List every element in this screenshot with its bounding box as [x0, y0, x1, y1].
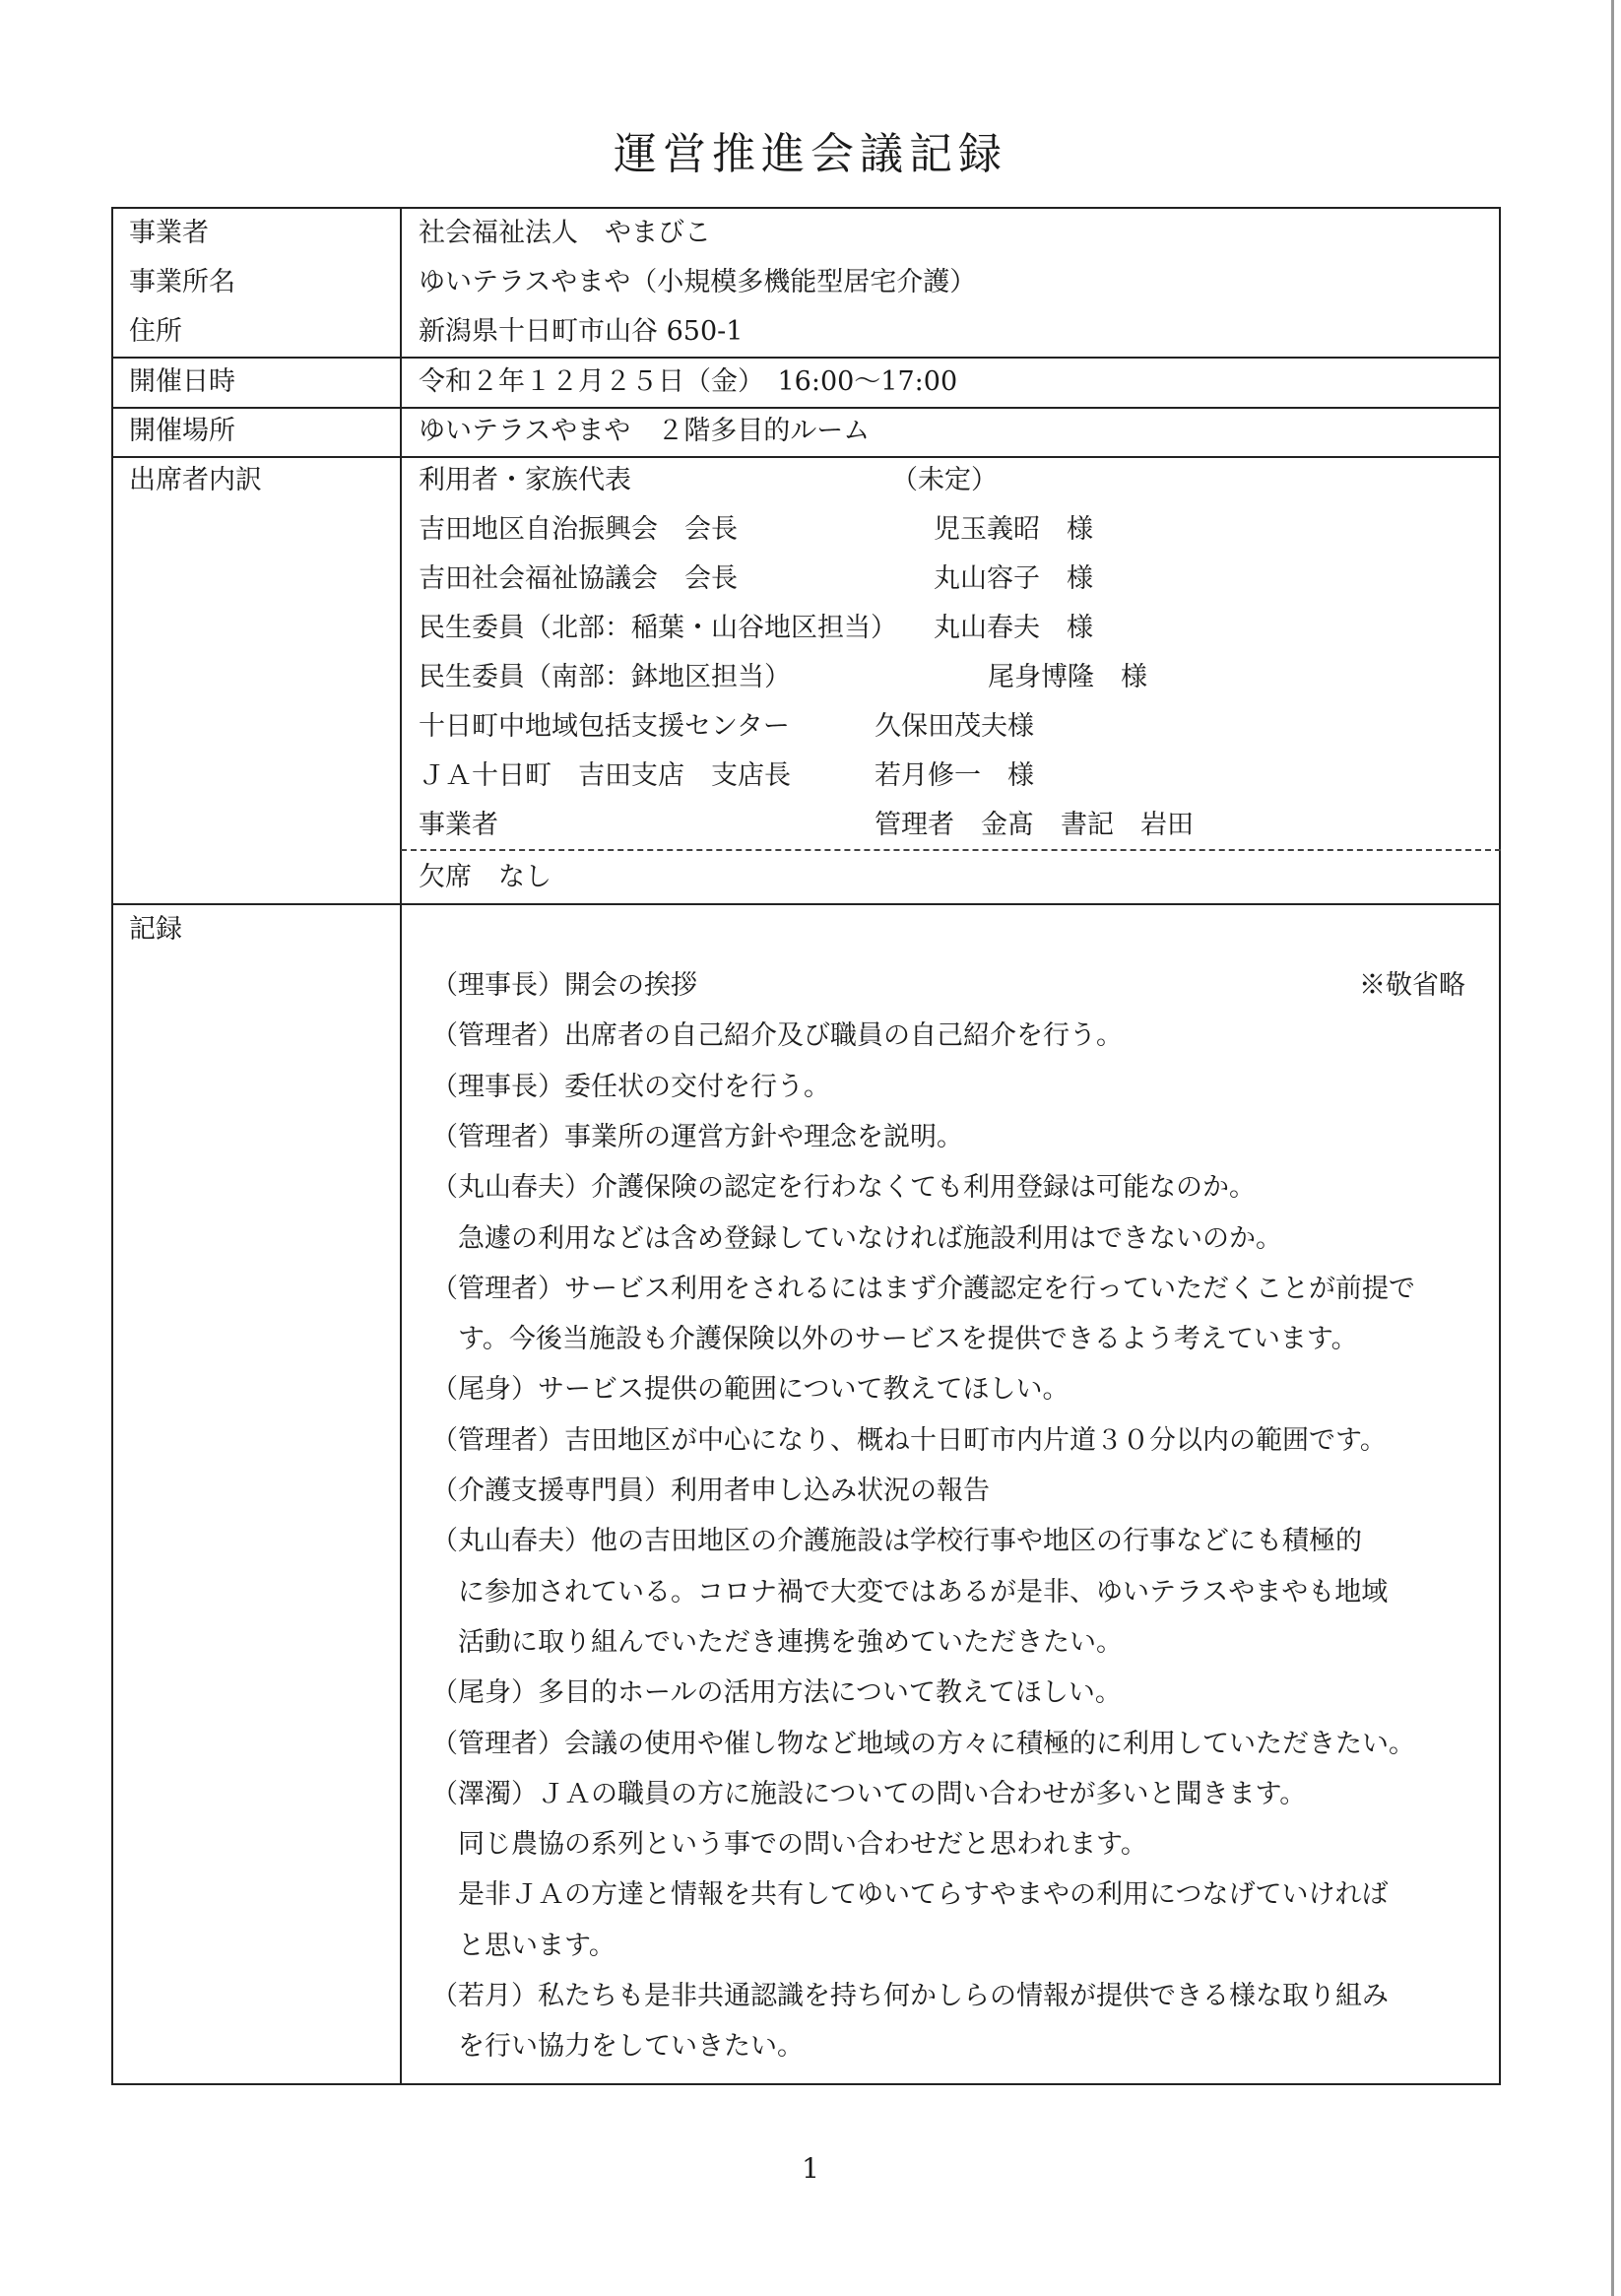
attendee-role: 事業者 — [419, 810, 498, 840]
attendee-role: 民生委員（南部：鉢地区担当） — [419, 662, 791, 692]
scan-edge — [1611, 0, 1614, 2296]
attendees-label: 出席者内訳 — [129, 465, 262, 495]
record-line: を行い協力をしていきたい。 — [431, 2031, 804, 2062]
attendee-name: 丸山容子 様 — [934, 563, 1093, 594]
office-label: 事業所名 — [129, 267, 235, 297]
row-divider — [111, 456, 1501, 458]
record-line: （丸山春夫）他の吉田地区の介護施設は学校行事や地区の行事などにも積極的 — [431, 1526, 1362, 1556]
attendee-name: 尾身博隆 様 — [988, 662, 1147, 692]
venue-label: 開催場所 — [129, 416, 235, 446]
column-divider — [400, 207, 402, 2085]
record-line: （理事長）委任状の交付を行う。 — [431, 1072, 830, 1102]
attendee-name: 若月修一 様 — [875, 760, 1034, 791]
attendee-role: 吉田地区自治振興会 会長 — [419, 514, 738, 545]
record-line: （澤濁）ＪＡの職員の方に施設についての問い合わせが多いと聞きます。 — [431, 1779, 1307, 1809]
record-line: （管理者）サービス利用をされるにはまず介護認定を行っていただくことが前提で — [431, 1274, 1415, 1304]
attendee-role: 利用者・家族代表 — [419, 465, 631, 495]
record-line: 是非ＪＡの方達と情報を共有してゆいてらすやまやの利用につなげていければ — [431, 1879, 1389, 1910]
datetime-label: 開催日時 — [129, 366, 235, 397]
record-line: （丸山春夫）介護保険の認定を行わなくても利用登録は可能なのか。 — [431, 1172, 1256, 1203]
record-line: 同じ農協の系列という事での問い合わせだと思われます。 — [431, 1829, 1147, 1860]
absent-note: 欠席 なし — [419, 862, 551, 892]
attendee-name: 管理者 金髙 書記 岩田 — [875, 810, 1194, 840]
datetime-value: 令和２年１２月２５日（金） 16:00～17:00 — [419, 366, 958, 397]
operator-value: 社会福祉法人 やまびこ — [419, 218, 711, 248]
record-line: （尾身）サービス提供の範囲について教えてほしい。 — [431, 1374, 1070, 1405]
record-line: （尾身）多目的ホールの活用方法について教えてほしい。 — [431, 1677, 1122, 1708]
record-line: す。今後当施設も介護保険以外のサービスを提供できるよう考えています。 — [431, 1324, 1358, 1354]
record-line: （管理者）事業所の運営方針や理念を説明。 — [431, 1122, 963, 1152]
record-line: （介護支援専門員）利用者申し込み状況の報告 — [431, 1476, 990, 1506]
document-title: 運営推進会議記録 — [614, 129, 1007, 179]
row-divider — [111, 903, 1501, 905]
record-line: 活動に取り組んでいただき連携を強めていただきたい。 — [431, 1627, 1123, 1658]
record-line: （管理者）出席者の自己紹介及び職員の自己紹介を行う。 — [431, 1020, 1123, 1051]
record-line: に参加されている。コロナ禍で大変ではあるが是非、ゆいテラスやまやも地域 — [431, 1577, 1389, 1607]
record-line: （管理者）会議の使用や催し物など地域の方々に積極的に利用していただきたい。 — [431, 1729, 1415, 1759]
venue-value: ゆいテラスやまや ２階多目的ルーム — [419, 416, 871, 446]
record-line: と思います。 — [431, 1931, 616, 1961]
page-number: 1 — [802, 2152, 819, 2185]
record-line: （管理者）吉田地区が中心になり、概ね十日町市内片道３０分以内の範囲です。 — [431, 1425, 1387, 1456]
attendee-role: 十日町中地域包括支援センター — [419, 711, 790, 742]
attendee-role: 吉田社会福祉協議会 会長 — [419, 563, 738, 594]
record-label: 記録 — [129, 914, 182, 945]
record-line: （理事長）開会の挨拶 — [431, 970, 697, 1001]
attendee-name: 久保田茂夫様 — [875, 711, 1034, 742]
honorific-note: ※敬省略 — [1359, 970, 1465, 1001]
record-line: 急遽の利用などは含め登録していなければ施設利用はできないのか。 — [431, 1223, 1282, 1254]
attendee-name: 児玉義昭 様 — [934, 514, 1093, 545]
record-line: （若月）私たちも是非共通認識を持ち何かしらの情報が提供できる様な取り組み — [431, 1981, 1389, 2011]
attendee-role: ＪＡ十日町 吉田支店 支店長 — [419, 760, 791, 791]
attendee-name: （未定） — [891, 465, 998, 495]
attendee-role: 民生委員（北部：稲葉・山谷地区担当） — [419, 613, 897, 643]
address-label: 住所 — [129, 316, 182, 347]
attendee-name: 丸山春夫 様 — [934, 613, 1093, 643]
address-value: 新潟県十日町市山谷 650-1 — [419, 316, 744, 347]
operator-label: 事業者 — [129, 218, 209, 248]
office-value: ゆいテラスやまや（小規模多機能型居宅介護） — [419, 267, 977, 297]
